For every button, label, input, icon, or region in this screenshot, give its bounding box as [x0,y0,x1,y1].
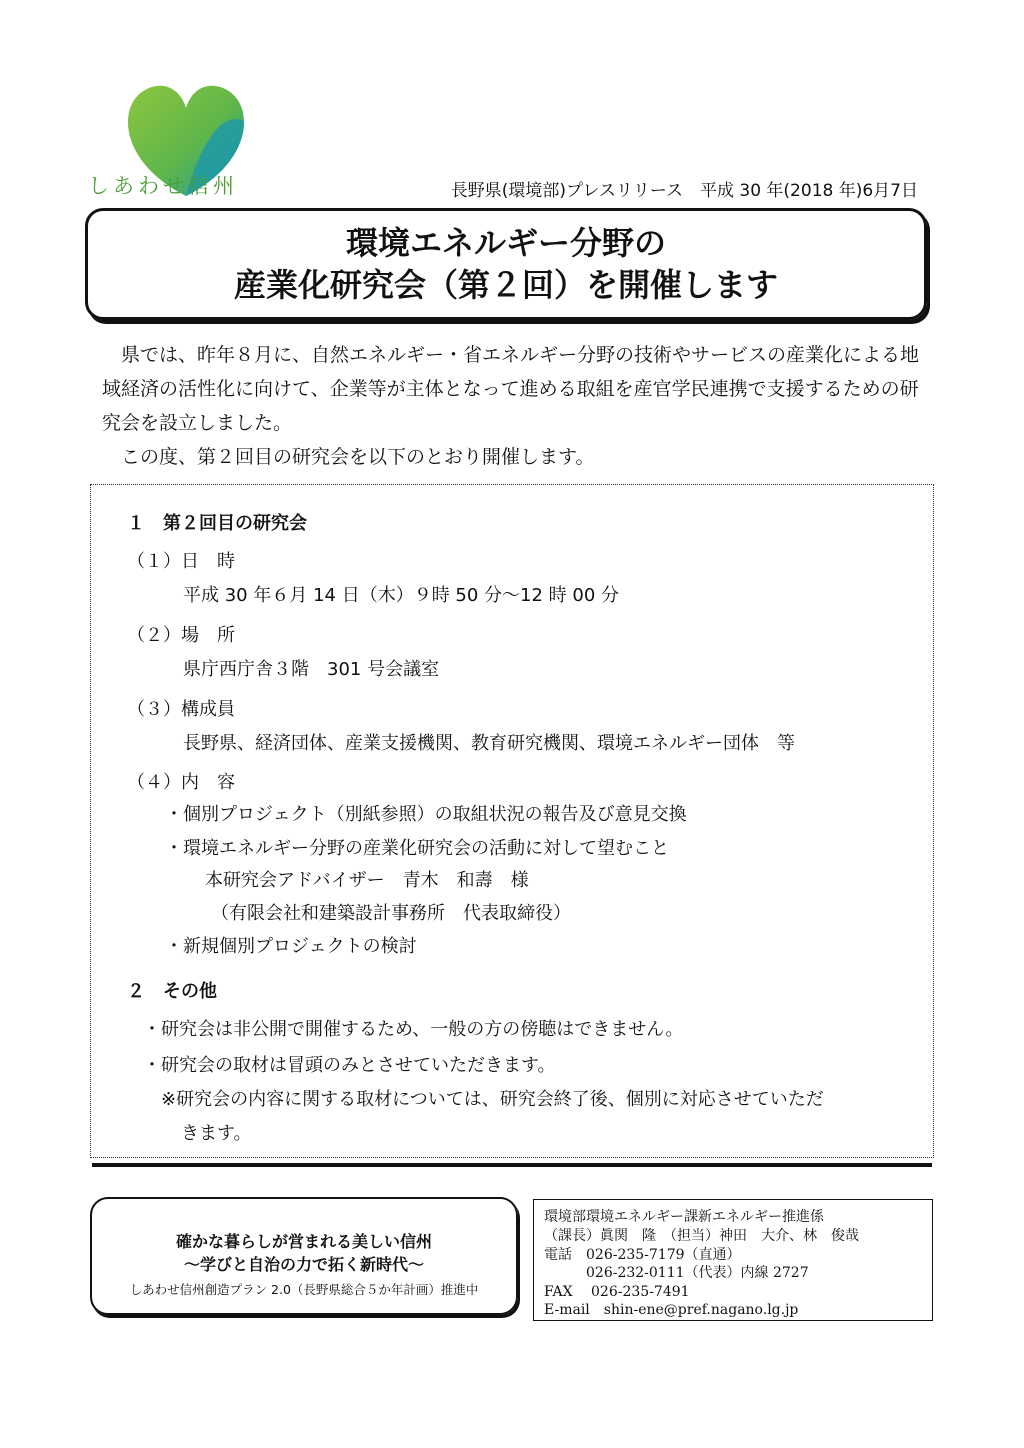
intro-text [102,338,932,474]
item3-value: 長野県、経済団体、産業支援機関、教育研究機関、環境エネルギー団体 等 [183,733,795,754]
item4-bullet-3: ・新規個別プロジェクトの検討 [165,936,417,957]
advisor-name: 本研究会アドバイザー 青木 和壽 様 [205,870,529,891]
contact-box [533,1199,933,1321]
press-release-date: 長野県(環境部)プレスリリース 平成 30 年(2018 年)6月7日 [450,181,918,201]
item4-label: （４）内 容 [127,772,235,793]
intro-paragraph-1: 県では、昨年８月に、自然エネルギー・省エネルギー分野の技術やサービスの産業化による地域経済の活性化に向けて、企業等が主体となって進める取組を産官学民連携で支援するための研究会を設立しました。 [102,344,920,434]
title-line-2: 産業化研究会（第２回）を開催します [233,266,778,304]
logo-text: しあわせ信州 [88,174,238,198]
item2-label: （２）場 所 [127,625,235,646]
contact-department: 環境部環境エネルギー課新エネルギー推進係 [544,1209,824,1225]
section2-heading: ２ その他 [127,981,217,1002]
section2-note-line-1: ※研究会の内容に関する取材については、研究会終了後、個別に対応させていただ [161,1089,824,1110]
section2-note-line-2: きます。 [181,1123,252,1144]
item1-value: 平成 30 年６月 14 日（木）９時 50 分～12 時 00 分 [183,585,620,606]
contact-email: E-mail shin-ene@pref.nagano.lg.jp [544,1302,799,1318]
slogan-line-2: ～学びと自治の力で拓く新時代～ [183,1255,424,1274]
section1-heading: １ 第２回目の研究会 [127,513,307,534]
section2-bullet-2: ・研究会の取材は冒頭のみとさせていただきます。 [143,1055,556,1076]
slogan-box [90,1197,518,1315]
item2-value: 県庁西庁舎３階 301 号会議室 [183,659,440,680]
slogan-line-3: しあわせ信州創造プラン 2.0（長野県総合５か年計画）推進中 [129,1282,479,1297]
title-line-1: 環境エネルギー分野の [345,224,666,262]
contact-fax: FAX 026-235-7491 [544,1284,690,1300]
intro-paragraph-2: この度、第２回目の研究会を以下のとおり開催します。 [121,446,595,468]
item1-label: （１）日 時 [127,551,235,572]
contact-phone-direct: 電話 026-235-7179（直通） [544,1247,741,1263]
slogan-line-1: 確かな暮らしが営まれる美しい信州 [175,1232,432,1251]
contact-persons: （課長）眞関 隆 （担当）神田 大介、林 俊哉 [544,1228,859,1244]
advisor-organization: （有限会社和建築設計事務所 代表取締役） [211,903,571,924]
item4-bullet-2: ・環境エネルギー分野の産業化研究会の活動に対して望むこと [165,838,669,859]
item4-bullet-1: ・個別プロジェクト（別紙参照）の取組状況の報告及び意見交換 [165,804,687,825]
footer-divider [92,1163,932,1167]
contact-phone-main: 026-232-0111（代表）内線 2727 [544,1265,809,1281]
section2-bullet-1: ・研究会は非公開で開催するため、一般の方の傍聴はできません。 [143,1019,684,1040]
title-box [85,208,927,320]
item3-label: （３）構成員 [127,699,235,720]
details-box [90,484,934,1158]
